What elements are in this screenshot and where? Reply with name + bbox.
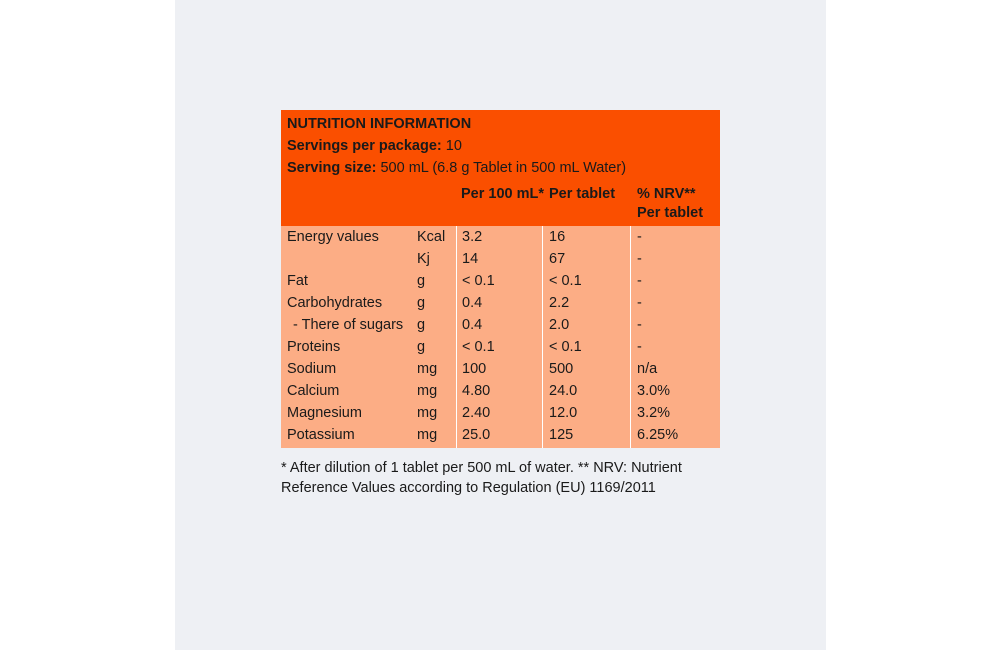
serving-size-label: Serving size: — [287, 160, 377, 176]
nrv-value: n/a — [637, 361, 658, 377]
nutrient-unit: g — [417, 317, 426, 333]
nutrient-unit: Kj — [417, 251, 430, 267]
value-per-100ml: 3.2 — [462, 229, 483, 245]
servings-value: 10 — [441, 138, 462, 154]
servings-per-package — [287, 137, 462, 156]
column-header-nrv: % NRV** — [637, 186, 696, 202]
servings-label: Servings per package: — [287, 138, 442, 154]
nutrient-unit: g — [417, 339, 426, 355]
value-per-tablet: 67 — [549, 251, 566, 267]
value-per-100ml: 25.0 — [462, 427, 491, 443]
nutrient-name: Potassium — [287, 427, 355, 443]
nutrient-name: Carbohydrates — [287, 295, 383, 311]
value-per-tablet: < 0.1 — [549, 273, 582, 289]
nrv-value: - — [637, 251, 642, 267]
value-per-100ml: 100 — [462, 361, 487, 377]
serving-size — [287, 159, 626, 178]
value-per-tablet: 16 — [549, 229, 566, 245]
nutrient-name: Energy values — [287, 229, 379, 245]
value-per-100ml: < 0.1 — [462, 339, 495, 355]
column-header-per100: Per 100 mL* — [461, 186, 545, 202]
nutrient-unit: mg — [417, 361, 438, 377]
value-per-100ml: 2.40 — [462, 405, 491, 421]
nutrient-unit: mg — [417, 405, 438, 421]
value-per-tablet: 12.0 — [549, 405, 578, 421]
value-per-tablet: < 0.1 — [549, 339, 582, 355]
serving-size-value: 500 mL (6.8 g Tablet in 500 mL Water) — [376, 160, 627, 176]
column-header-nrv-per-tablet: Per tablet — [637, 205, 704, 221]
nutrient-unit: Kcal — [417, 229, 446, 245]
nutrient-unit: g — [417, 273, 426, 289]
value-per-tablet: 24.0 — [549, 383, 578, 399]
nutrient-name: Proteins — [287, 339, 341, 355]
value-per-100ml: 14 — [462, 251, 479, 267]
nutrition-table — [281, 110, 720, 448]
nutrient-name: Calcium — [287, 383, 340, 399]
nrv-value: - — [637, 295, 642, 311]
value-per-100ml: < 0.1 — [462, 273, 495, 289]
column-header-per-tablet: Per tablet — [549, 186, 616, 202]
value-per-tablet: 2.0 — [549, 317, 570, 333]
value-per-100ml: 0.4 — [462, 295, 483, 311]
nutrient-name: Fat — [287, 273, 308, 289]
nutrient-name: - There of sugars — [293, 317, 404, 333]
nrv-value: 6.25% — [637, 427, 679, 443]
value-per-tablet: 2.2 — [549, 295, 570, 311]
nutrient-unit: g — [417, 295, 426, 311]
nrv-value: 3.2% — [637, 405, 671, 421]
value-per-100ml: 4.80 — [462, 383, 491, 399]
value-per-tablet: 125 — [549, 427, 574, 443]
nrv-value: - — [637, 317, 642, 333]
column-divider — [630, 226, 631, 448]
nrv-value: - — [637, 273, 642, 289]
nrv-value: - — [637, 229, 642, 245]
nutrient-name: Magnesium — [287, 405, 362, 421]
table-heading: NUTRITION INFORMATION — [287, 116, 472, 132]
column-divider — [456, 226, 457, 448]
nutrient-unit: mg — [417, 383, 438, 399]
footnote: * After dilution of 1 tablet per 500 mL of water. ** NRV: Nutrient Reference Values according to Regulation (EU) 1169/2011 — [281, 460, 682, 496]
nutrient-name: Sodium — [287, 361, 337, 377]
value-per-tablet: 500 — [549, 361, 574, 377]
nutrient-unit: mg — [417, 427, 438, 443]
nrv-value: - — [637, 339, 642, 355]
column-divider — [542, 226, 543, 448]
nrv-value: 3.0% — [637, 383, 671, 399]
value-per-100ml: 0.4 — [462, 317, 483, 333]
